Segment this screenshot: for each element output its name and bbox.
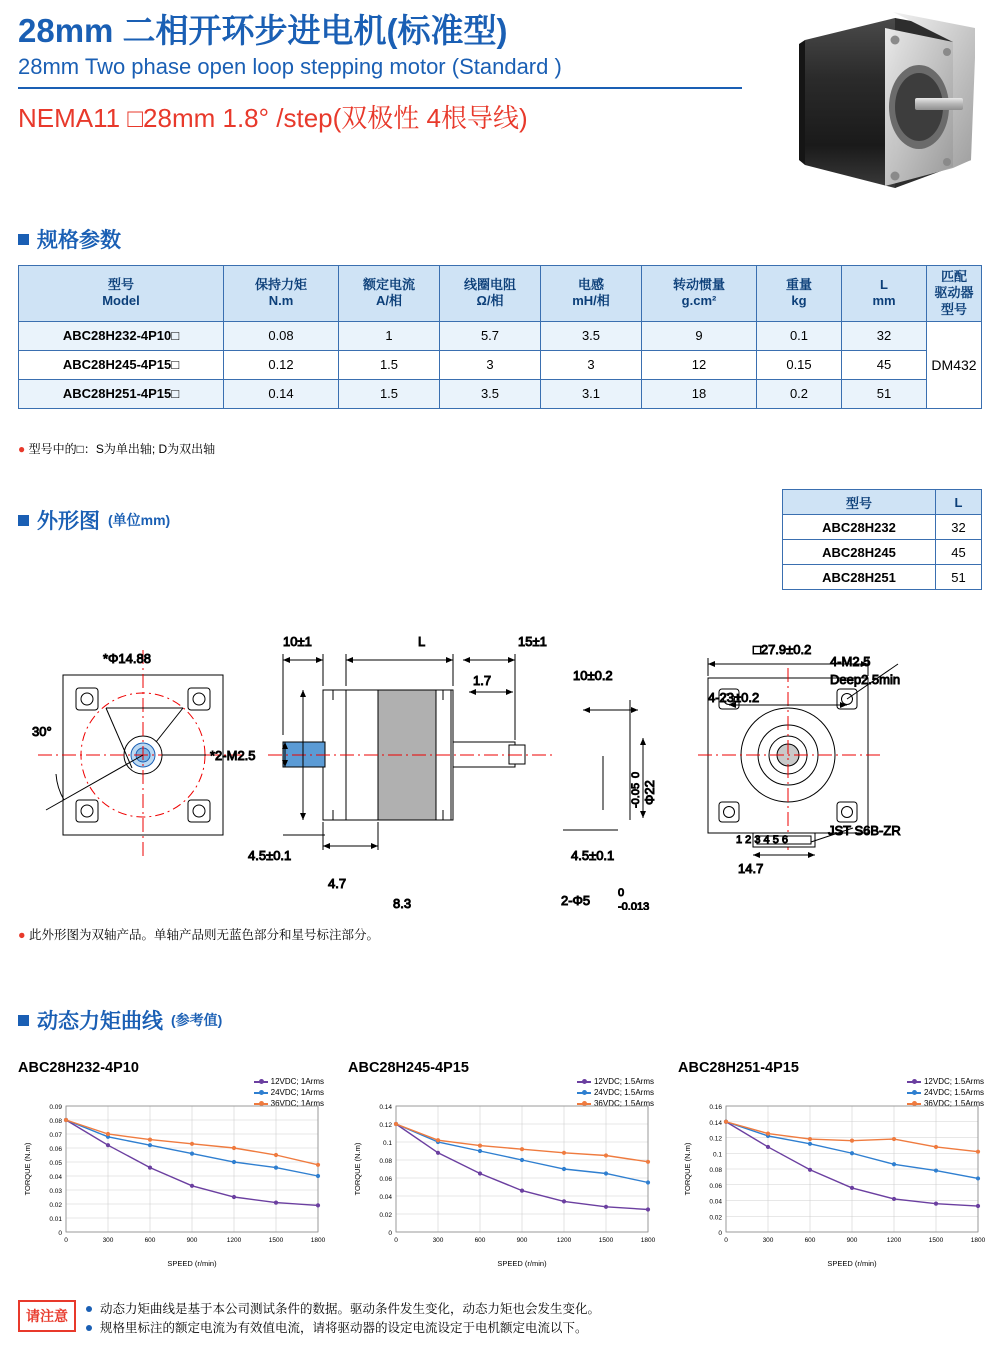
cell-model: ABC28H232-4P10□ [19,321,224,350]
svg-text:0.08: 0.08 [709,1167,722,1174]
cell-l: 32 [936,515,982,540]
dim-45pm01-b: 4.5±0.1 [571,848,615,863]
th-resistance: 线圈电阻 Ω/相 [440,266,541,322]
svg-text:300: 300 [762,1237,774,1244]
svg-text:1500: 1500 [598,1237,614,1244]
chart-title: ABC28H251-4P15 [678,1060,799,1076]
cell-resistance: 3 [440,350,541,379]
svg-text:0: 0 [724,1237,728,1244]
svg-text:0.06: 0.06 [49,1146,62,1153]
svg-text:600: 600 [144,1237,156,1244]
svg-text:SPEED (r/min): SPEED (r/min) [827,1259,877,1268]
svg-text:SPEED (r/min): SPEED (r/min) [167,1259,217,1268]
torque-curves [18,1060,986,1280]
cell-driver: DM432 [927,321,982,408]
attention-line: 动态力矩曲线是基于本公司测试条件的数据。驱动条件发生变化，动态力矩也会发生变化。 [86,1300,600,1319]
spec-note: ● 型号中的□：S为单出轴; D为双出轴 [18,442,216,456]
drawing-note-text: 此外形图为双轴产品。单轴产品则无蓝色部分和星号标注部分。 [29,928,380,942]
svg-text:300: 300 [102,1237,114,1244]
cell-torque: 0.14 [224,379,339,408]
dim-4p7: 4.7 [328,876,347,891]
cell-length: 45 [842,350,927,379]
dim-2-m25: *2-M2.5 [210,748,256,763]
svg-text:1200: 1200 [226,1237,242,1244]
cell-inductance: 3.1 [541,379,642,408]
outline-drawing [18,560,982,910]
legend-label: 36VDC; 1Arms [270,1099,324,1108]
svg-text:1800: 1800 [310,1237,326,1244]
chart-abc28h245 [348,1060,658,1280]
section-heading-outline [18,505,170,535]
svg-text:600: 600 [474,1237,486,1244]
svg-text:0.02: 0.02 [709,1214,722,1222]
section-title-curve: 动态力矩曲线 [37,1010,163,1033]
svg-text:0: 0 [394,1237,398,1244]
chart-abc28h232 [18,1060,328,1280]
table-row [19,321,982,350]
th-inertia: 转动惯量 g.cm² [642,266,757,322]
cell-resistance: 5.7 [440,321,541,350]
svg-text:0.16: 0.16 [709,1104,722,1111]
th-l: L [936,490,982,515]
cell-weight: 0.15 [757,350,842,379]
svg-text:300: 300 [432,1237,444,1244]
svg-text:0.06: 0.06 [709,1182,722,1190]
attention-block [18,1300,982,1339]
cell-inertia: 12 [642,350,757,379]
dim-1p7: 1.7 [473,673,492,688]
header-divider [18,87,742,89]
table-header-row [19,266,982,322]
legend-label: 12VDC; 1.5Arms [593,1077,654,1086]
section-title-outline: 外形图 [37,510,100,533]
th-torque: 保持力矩 N.m [224,266,339,322]
svg-text:0: 0 [718,1230,722,1237]
spec-note-text: 型号中的□：S为单出轴; D为双出轴 [28,442,216,456]
cell-inertia: 9 [642,321,757,350]
chart-title: ABC28H245-4P15 [348,1060,469,1076]
dim-2-d5: 2-Φ5 [561,893,591,908]
dim-d22-tol-bot: -0.05 [630,782,642,808]
section-subtitle-curve: (参考值) [171,1012,223,1028]
cell-model: ABC28H251 [783,565,936,590]
attention-line: 规格里标注的额定电流为有效值电流，请将驱动器的设定电流设定于电机额定电流以下。 [86,1319,600,1338]
chart-plot [348,1082,658,1272]
cell-current: 1.5 [339,350,440,379]
legend-label: 24VDC; 1.5Arms [593,1088,654,1097]
dim-15pm1: 15±1 [518,634,547,649]
cell-l: 51 [936,565,982,590]
cell-model: ABC28H245 [783,540,936,565]
page-title-cn: 28mm 二相开环步进电机(标准型) [18,12,508,49]
legend-label: 36VDC; 1.5Arms [593,1099,654,1108]
svg-text:0.1: 0.1 [382,1140,392,1147]
attention-label: 请注意 [18,1300,76,1332]
dim-d5-tol-bot: -0.013 [618,901,650,910]
svg-text:900: 900 [186,1237,198,1244]
dim-10pm1: 10±1 [283,634,312,649]
svg-text:0.09: 0.09 [49,1104,62,1111]
cell-inductance: 3.5 [541,321,642,350]
section-heading-spec [18,224,121,254]
dim-4-23: 4-23±0.2 [708,690,760,705]
dim-8p3: 8.3 [393,896,412,910]
connector-pins: 1 2 3 4 5 6 [736,834,788,846]
svg-text:900: 900 [846,1237,858,1244]
th-inductance: 电感 mH/相 [541,266,642,322]
svg-text:0.14: 0.14 [379,1104,392,1111]
svg-text:0.02: 0.02 [379,1212,392,1219]
cell-current: 1 [339,321,440,350]
th-model: 型号 [783,490,936,515]
spec-table [18,265,982,409]
svg-text:0.04: 0.04 [379,1194,392,1201]
svg-text:0: 0 [388,1230,392,1237]
svg-text:0.14: 0.14 [709,1119,722,1127]
bullet-square-icon [18,515,29,526]
cell-l: 45 [936,540,982,565]
svg-text:0.02: 0.02 [49,1202,62,1209]
th-length: L mm [842,266,927,322]
svg-text:0.06: 0.06 [379,1176,392,1183]
th-current: 额定电流 A/相 [339,266,440,322]
svg-text:1500: 1500 [268,1237,284,1244]
th-model: 型号 Model [19,266,224,322]
svg-text:SPEED (r/min): SPEED (r/min) [497,1259,547,1268]
cell-torque: 0.12 [224,350,339,379]
section-title-spec: 规格参数 [37,229,121,252]
svg-text:0.04: 0.04 [49,1174,62,1181]
table-row [19,350,982,379]
label-jst: JST S6B-ZR [828,823,901,838]
chart-title: ABC28H232-4P10 [18,1060,139,1076]
svg-text:0: 0 [64,1237,68,1244]
dim-14p7: 14.7 [738,861,764,876]
cell-model: ABC28H232 [783,515,936,540]
svg-text:0.01: 0.01 [49,1216,62,1223]
chart-abc28h251 [678,1060,988,1280]
model-line: NEMA11 □28mm 1.8° /step(双极性 4根导线) [18,102,528,133]
page-header [18,14,758,135]
svg-text:TORQUE (N.m): TORQUE (N.m) [353,1142,362,1196]
cell-resistance: 3.5 [440,379,541,408]
svg-text:TORQUE (N.m): TORQUE (N.m) [683,1142,692,1196]
cell-model: ABC28H251-4P15□ [19,379,224,408]
legend-label: 24VDC; 1.5Arms [923,1088,984,1097]
th-weight: 重量 kg [757,266,842,322]
motor-photo [775,10,990,205]
chart-plot [678,1082,988,1272]
attention-list [86,1300,600,1339]
svg-text:0.05: 0.05 [49,1160,62,1167]
th-driver: 匹配 驱动器型号 [927,266,982,322]
bullet-square-icon [18,1015,29,1026]
dim-deep: Deep2.5min [830,672,901,687]
legend-label: 12VDC; 1Arms [270,1077,324,1086]
dim-d5-tol-top: 0 [618,887,625,899]
svg-text:0.12: 0.12 [709,1135,722,1143]
cell-length: 32 [842,321,927,350]
dim-45pm01-a: 4.5±0.1 [248,848,292,863]
svg-text:1800: 1800 [970,1237,986,1244]
svg-text:1200: 1200 [556,1237,572,1244]
legend-label: 12VDC; 1.5Arms [923,1077,984,1086]
table-header-row [783,490,982,515]
chart-plot [18,1082,328,1272]
cell-current: 1.5 [339,379,440,408]
svg-text:0.07: 0.07 [49,1132,62,1139]
svg-text:600: 600 [804,1237,816,1244]
table-row [19,379,982,408]
cell-inductance: 3 [541,350,642,379]
svg-text:0.08: 0.08 [379,1158,392,1165]
legend-label: 24VDC; 1Arms [270,1088,324,1097]
cell-weight: 0.1 [757,321,842,350]
svg-text:1200: 1200 [886,1237,902,1244]
table-row [783,515,982,540]
cell-torque: 0.08 [224,321,339,350]
svg-text:0.08: 0.08 [49,1118,62,1125]
bullet-square-icon [18,234,29,245]
dim-L: L [418,634,426,649]
cell-model: ABC28H245-4P15□ [19,350,224,379]
svg-text:1500: 1500 [928,1237,944,1244]
legend-label: 36VDC; 1.5Arms [923,1099,984,1108]
svg-text:1800: 1800 [640,1237,656,1244]
section-heading-curve [18,1005,222,1035]
dim-sq279: □27.9±0.2 [753,642,812,657]
dim-d22-tol-top: 0 [630,771,642,778]
svg-text:0.03: 0.03 [49,1188,62,1195]
page-title-en: 28mm Two phase open loop stepping motor (Standard ) [18,53,562,79]
cell-weight: 0.2 [757,379,842,408]
svg-text:900: 900 [516,1237,528,1244]
cell-inertia: 18 [642,379,757,408]
section-subtitle-outline: (单位mm) [108,512,171,528]
dim-d1488: *Φ14.88 [103,651,151,666]
dim-angle-30: 30° [32,724,52,739]
svg-text:0: 0 [58,1230,62,1237]
cell-length: 51 [842,379,927,408]
svg-text:0.1: 0.1 [712,1151,722,1159]
drawing-note: ● 此外形图为双轴产品。单轴产品则无蓝色部分和星号标注部分。 [18,928,380,942]
svg-text:0.04: 0.04 [709,1198,722,1206]
svg-text:TORQUE (N.m): TORQUE (N.m) [23,1142,32,1196]
dim-d22: Φ22 [642,780,657,805]
dim-4-m25: 4-M2.5 [830,654,871,669]
svg-text:0.12: 0.12 [379,1122,392,1129]
dim-10pm02: 10±0.2 [573,668,613,683]
